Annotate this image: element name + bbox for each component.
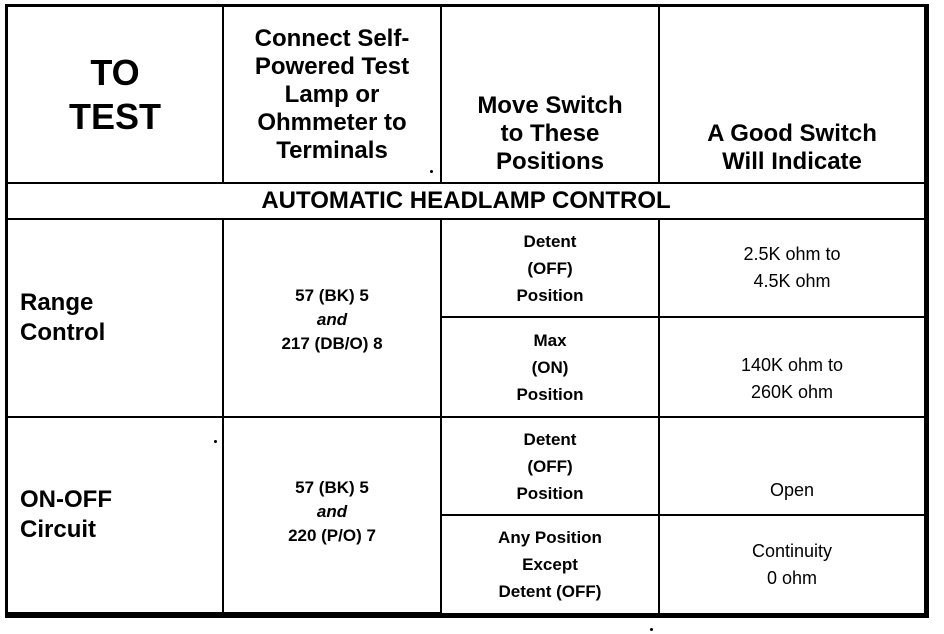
indication-cell: 140K ohm to 260K ohm [659, 317, 924, 417]
indication-cell: Open [659, 417, 924, 515]
position-cell: Detent (OFF) Position [441, 417, 659, 515]
header-move-switch: Move Switch to These Positions [441, 7, 659, 183]
scan-speck [214, 440, 217, 443]
group-name-range-control: Range Control [8, 219, 223, 417]
switch-test-table [8, 7, 924, 614]
header-to-test: TO TEST [8, 7, 223, 183]
indication-cell: 2.5K ohm to 4.5K ohm [659, 219, 924, 317]
scan-speck [430, 170, 433, 173]
terminals-on-off-circuit: 57 (BK) 5 and 220 (P/O) 7 [223, 417, 441, 613]
header-row [8, 7, 924, 183]
table-row [8, 417, 924, 515]
header-connect-terminals: Connect Self- Powered Test Lamp or Ohmmeter to Terminals [223, 7, 441, 183]
position-cell: Detent (OFF) Position [441, 219, 659, 317]
group-name-on-off-circuit: ON-OFF Circuit [8, 417, 223, 613]
terminals-range-control: 57 (BK) 5 and 217 (DB/O) 8 [223, 219, 441, 417]
position-cell: Any Position Except Detent (OFF) [441, 515, 659, 613]
position-cell: Max (ON) Position [441, 317, 659, 417]
scan-speck [650, 628, 653, 631]
section-row [8, 183, 924, 219]
indication-cell: Continuity 0 ohm [659, 515, 924, 613]
header-good-switch-indicates: A Good Switch Will Indicate [659, 7, 924, 183]
table-row [8, 219, 924, 317]
section-title: AUTOMATIC HEADLAMP CONTROL [8, 183, 924, 219]
